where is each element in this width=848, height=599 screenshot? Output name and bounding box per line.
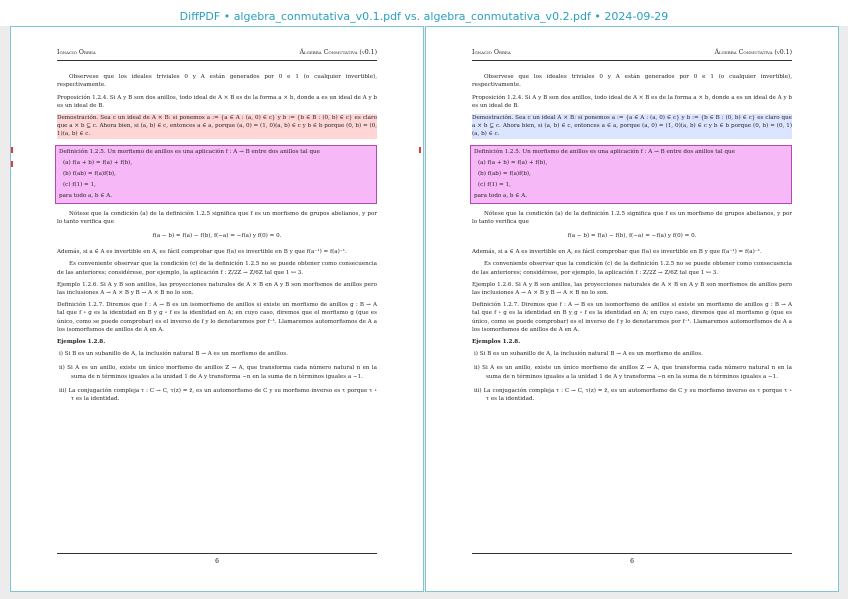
left-page — [57, 49, 377, 409]
proposition-text: Proposición 1.2.4. Si A y B son dos anillos, todo ideal de A × B es de la forma a × b, donde a es un ideal de A y b es un ideal de B. — [472, 94, 792, 109]
definition-box — [470, 145, 792, 204]
observation-text: Observese que los ideales triviales 0 y A están generados por 0 e 1 (o cualquier invertible), respectivamente. — [57, 74, 377, 89]
list-item: i) Si B es un subanillo de A, la inclusión natural B → A es un morfismo de anillos. — [474, 351, 703, 358]
definition-condition-b: (b) f(ab) = f(a)f(b), — [478, 171, 531, 178]
window-title: DiffPDF • algebra_conmutativa_v0.1.pdf vs. algebra_conmutativa_v0.2.pdf • 2024-09-29 — [0, 0, 848, 26]
header-title: Álgebra Conmutativa (v0.1) — [299, 49, 377, 56]
note-text-3: Es conveniente observar que la condición (c) de la definición 1.2.5 no se puede obtener como consecuencia de las anteriores; considérese, por ejemplo, la aplicación f : Z/2Z → Z/6Z tal que 1 ↦ 3. — [472, 261, 792, 276]
right-document-panel[interactable] — [425, 26, 839, 592]
example-1-2-6: Ejemplo 1.2.6. Si A y B son anillos, las proyecciones naturales de A × B en A y B son morfismos de anillos pero las inclusiones A → A × B y B → A × B no lo son. — [57, 281, 377, 297]
definition-condition-a: (a) f(a + b) = f(a) + f(b), — [63, 159, 133, 166]
definition-1-2-7: Definición 1.2.7. Diremos que f : A → B es un isomorfismo de anillos si existe un morfismo de anillos g : B → A tal que f ∘ g es la identidad en B y g ∘ f es la identidad en A; en cuyo caso, diremos que el morfismo g (que es único, como se puede comprobar) es el inverso de f y lo denotaremos por f⁻¹. Llamaremos automorfismos de A a los isomorfismos de anillos de A en A. — [472, 302, 792, 333]
list-item: iii) La conjugación compleja τ : C → C, τ(z) = z̄, es un automorfismo de C y su morfismo inverso es τ porque τ ∘ τ es la identidad. — [59, 387, 377, 403]
formula: f(a − b) = f(a) − f(b), f(−a) = −f(a) y f(0) = 0. — [152, 233, 282, 240]
examples-heading: Ejemplos 1.2.8. — [472, 339, 521, 346]
definition-condition-a: (a) f(a + b) = f(a) + f(b), — [478, 159, 548, 166]
list-item: ii) Si A es un anillo, existe un único morfismo de anillos Z → A, que transforma cada número natural n en la suma de n términos iguales a la unidad 1 de A y transforma −n en la suma de n términos iguales a −1. — [474, 365, 792, 380]
definition-end: para todo a, b ∈ A. — [474, 193, 528, 200]
right-page — [472, 49, 792, 409]
definition-box — [55, 145, 377, 204]
header-author: Ignacio Orrea — [57, 49, 96, 56]
note-text: Nótese que la condición (a) de la definición 1.2.5 significa que f es un morfismo de grupos abelianos, y por lo tanto verifica que — [57, 210, 377, 225]
page-header — [472, 49, 792, 61]
example-1-2-6: Ejemplo 1.2.6. Si A y B son anillos, las proyecciones naturales de A × B en A y B son morfismos de anillos pero las inclusiones A → A × B y B → A × B no lo son. — [472, 281, 792, 297]
definition-title: Definición 1.2.5. Un morfismo de anillos es una aplicación f : A → B entre dos anillos tal que — [59, 148, 320, 155]
list-item: iii) La conjugación compleja τ : C → C, τ(z) = z̄, es un automorfismo de C y su morfismo inverso es τ porque τ ∘ τ es la identidad. — [474, 387, 792, 403]
diff-marker — [419, 147, 421, 153]
note-text-2: Además, si a ∈ A es invertible en A, es fácil comprobar que f(a) es invertible en B y que f(a⁻¹) = f(a)⁻¹. — [472, 249, 762, 256]
diff-marker — [11, 161, 13, 167]
definition-condition-b: (b) f(ab) = f(a)f(b), — [63, 171, 116, 178]
note-text-2: Además, si a ∈ A es invertible en A, es fácil comprobar que f(a) es invertible en B y que f(a⁻¹) = f(a)⁻¹. — [57, 249, 347, 256]
page-number: 6 — [57, 553, 377, 565]
observation-text: Observese que los ideales triviales 0 y A están generados por 0 e 1 (o cualquier invertible), respectivamente. — [472, 74, 792, 89]
proof-text-changed: Demostración. Sea c un ideal de A × B: si ponemos a := {a ∈ A : (a, 0) ∈ c} y b := {b ∈ B : (0, b) ∈ c} es claro que a × b ⊆ c. Ahora bien, si (a, b) ∈ c, entonces a ∈ a, porque (a, 0) = (1, 0)(a, b) ∈ c y b ∈ b porque (0, b) = (0, 1)(a, b) ∈ c. — [57, 115, 377, 138]
definition-condition-c: (c) f(1) = 1, — [478, 182, 511, 189]
header-title: Álgebra Conmutativa (v0.1) — [714, 49, 792, 56]
examples-heading: Ejemplos 1.2.8. — [57, 339, 106, 346]
note-text: Nótese que la condición (a) de la definición 1.2.5 significa que f es un morfismo de grupos abelianos, y por lo tanto verifica que — [472, 210, 792, 225]
list-item: ii) Si A es un anillo, existe un único morfismo de anillos Z → A, que transforma cada número natural n en la suma de n términos iguales a la unidad 1 de A y transforma −n en la suma de n términos iguales a −1. — [59, 365, 377, 380]
note-text-3: Es conveniente observar que la condición (c) de la definición 1.2.5 no se puede obtener como consecuencia de las anteriores; considérese, por ejemplo, la aplicación f : Z/2Z → Z/6Z tal que 1 ↦ 3. — [57, 261, 377, 276]
list-item: i) Si B es un subanillo de A, la inclusión natural B → A es un morfismo de anillos. — [59, 351, 288, 358]
page-header — [57, 49, 377, 61]
definition-condition-c: (c) f(1) = 1, — [63, 182, 96, 189]
proposition-text: Proposición 1.2.4. Si A y B son dos anillos, todo ideal de A × B es de la forma a × b, donde a es un ideal de A y b es un ideal de B. — [57, 94, 377, 109]
definition-end: para todo a, b ∈ A. — [59, 193, 113, 200]
page-number: 6 — [472, 553, 792, 565]
header-author: Ignacio Orrea — [472, 49, 511, 56]
definition-title: Definición 1.2.5. Un morfismo de anillos es una aplicación f : A → B entre dos anillos tal que — [474, 148, 735, 155]
proof-text-changed: Demostración. Sea c un ideal A × B: si ponemos a := {a ∈ A : (a, 0) ∈ c} y b := {b ∈ B : (0, b) ∈ c} es claro que a × b ⊆ c. Ahora bien, si (a, b) ∈ c, entonces a ∈ a, porque (a, 0) = (1, 0)(a, b) ∈ c y b ∈ b porque (0, b) = (0, 1)(a, b) ∈ c. — [472, 115, 792, 138]
left-document-panel[interactable] — [10, 26, 424, 592]
formula: f(a − b) = f(a) − f(b), f(−a) = −f(a) y f(0) = 0. — [567, 233, 697, 240]
diff-marker — [11, 147, 13, 153]
definition-1-2-7: Definición 1.2.7. Diremos que f : A → B es un isomorfismo de anillos si existe un morfismo de anillos g : B → A tal que f ∘ g es la identidad en B y g ∘ f es la identidad en A; en cuyo caso, diremos que el morfismo g (que es único, como se puede comprobar) es el inverso de f y lo denotaremos por f⁻¹. Llamaremos automorfismos de A a los isomorfismos de anillos de A en A. — [57, 302, 377, 333]
